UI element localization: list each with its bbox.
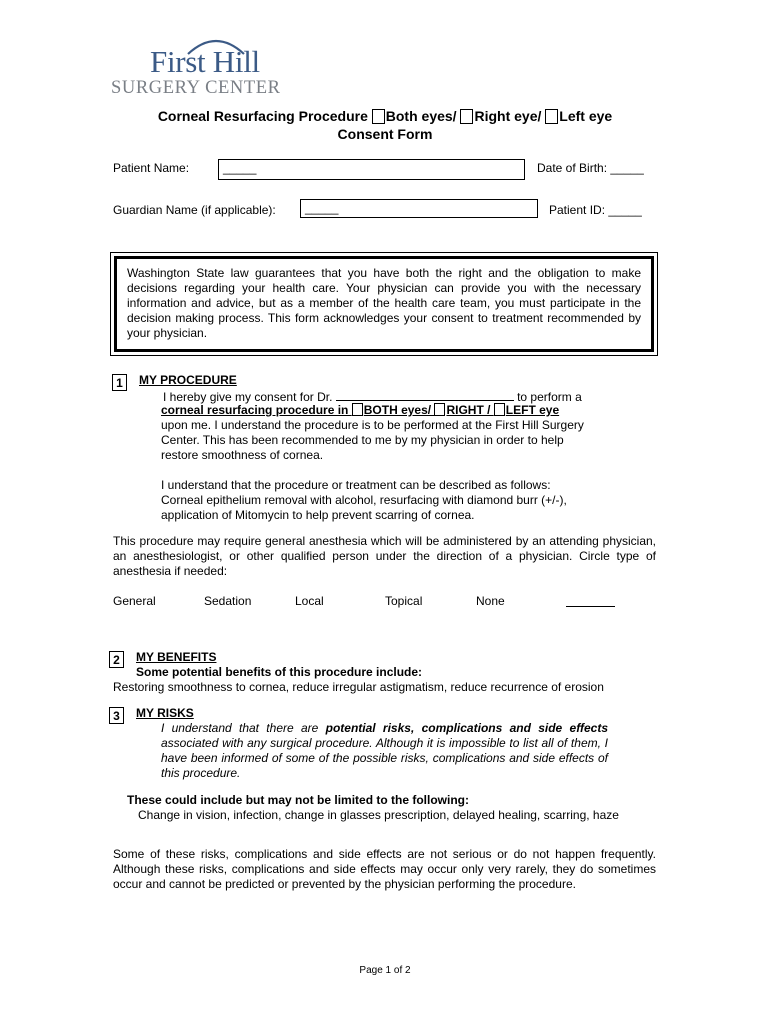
limit-text: Change in vision, infection, change in glasses prescription, delayed healing, scarring, haze [138,808,619,822]
risks-text: I understand that there are potential risks, complications and side effects associated with any surgical procedure. Although it is impossible to list all of them, I have been informed of some of the possible risks, complications and side effects of this procedure. [161,721,609,780]
both-eyes-procedure-checkbox[interactable] [352,403,363,416]
section-3-heading: MY RISKS [136,706,194,720]
form-title: Corneal Resurfacing Procedure Both eyes/ Right eye/ Left eye [157,108,613,124]
closing-text: Some of these risks, complications and side effects are not serious or do not happen frequently. Although these risks, complications and side effects may occur only very rarely, they do sometimes occur and cannot be predicted or prevented by the physician performing the procedure. [113,847,656,891]
notice-box [110,252,658,356]
section-2-heading: MY BENEFITS [136,650,217,664]
section-1-heading: MY PROCEDURE [139,373,237,387]
consent-line: I hereby give my consent for Dr. to perform a [163,390,582,404]
benefits-subheading: Some potential benefits of this procedure include: [136,665,423,679]
left-eye-checkbox[interactable] [545,109,558,124]
patient-name-label: Patient Name: [113,161,190,175]
patient-id-value[interactable]: _____ [608,203,642,217]
left-eye-procedure-checkbox[interactable] [494,403,505,416]
logo-first-hill: First Hill [150,44,260,79]
procedure-text-2: Center. This has been recommended to me by my physician in order to help [161,433,564,447]
procedure-eye-line: corneal resurfacing procedure in BOTH eyes/ RIGHT / LEFT eye [161,403,560,417]
anesthesia-topical[interactable]: Topical [385,594,423,608]
notice-text: Washington State law guarantees that you have both the right and the obligation to make decisions regarding your health care. Your physician can provide you with the necessary information and advice, but as a member of the health care team, you must participate in the decision making process. This form acknowledges your consent to treatment recommended by your physician. [114,256,654,352]
anesthesia-sedation[interactable]: Sedation [204,594,252,608]
procedure-desc-2: Corneal epithelium removal with alcohol, resurfacing with diamond burr (+/-), [161,493,567,507]
procedure-text-1: upon me. I understand the procedure is to be performed at the First Hill Surgery [161,418,584,432]
section-2-number: 2 [109,651,124,668]
limit-heading: These could include but may not be limited to the following: [127,793,470,807]
section-3-number: 3 [109,707,124,724]
guardian-name-label: Guardian Name (if applicable): [113,203,276,217]
logo-surgery-center: SURGERY CENTER [111,78,281,98]
anesthesia-text: This procedure may require general anesthesia which will be administered by an attending physician, an anesthesiologist, or other qualified person under the direction of a physician. Circle type of anesthesia if needed: [113,534,656,578]
procedure-desc-1: I understand that the procedure or treatment can be described as follows: [161,478,551,492]
dob-label: Date of Birth: _____ [537,161,644,175]
guardian-name-field[interactable]: _____ [300,199,538,218]
doctor-name-field[interactable] [336,388,514,401]
anesthesia-none[interactable]: None [476,594,505,608]
patient-name-field[interactable]: _____ [218,159,525,180]
dob-value[interactable]: _____ [610,161,644,175]
page-number: Page 1 of 2 [359,965,411,976]
right-eye-procedure-checkbox[interactable] [434,403,445,416]
anesthesia-other-blank[interactable] [566,606,615,607]
procedure-text-3: restore smoothness of cornea. [161,448,324,462]
form-subtitle: Consent Form [337,126,433,142]
procedure-desc-3: application of Mitomycin to help prevent scarring of cornea. [161,508,475,522]
patient-id-label: Patient ID: _____ [549,203,642,217]
both-eyes-checkbox[interactable] [372,109,385,124]
anesthesia-general[interactable]: General [113,594,156,608]
benefits-text: Restoring smoothness to cornea, reduce irregular astigmatism, reduce recurrence of erosion [113,680,604,694]
anesthesia-local[interactable]: Local [295,594,324,608]
section-1-number: 1 [112,374,127,391]
right-eye-checkbox[interactable] [460,109,473,124]
